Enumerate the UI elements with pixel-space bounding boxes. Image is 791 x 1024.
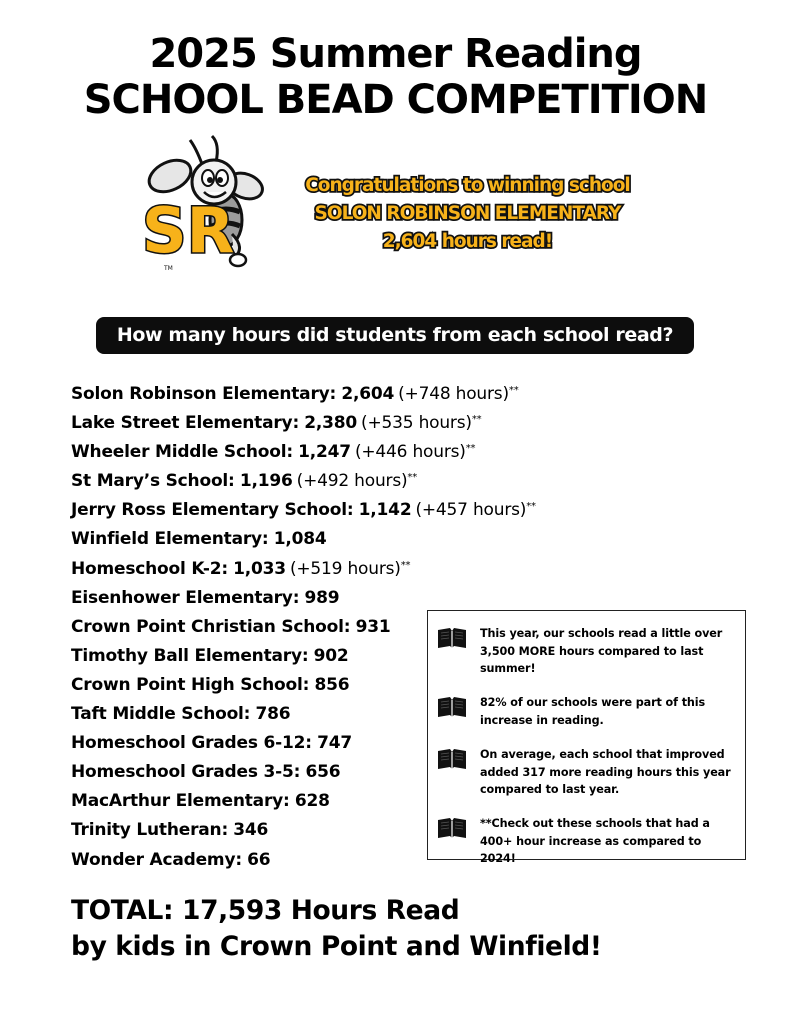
school-row [71, 551, 536, 580]
school-hours: 931 [355, 616, 391, 637]
school-row [71, 521, 536, 550]
book-icon [436, 817, 468, 839]
school-hours: 1,196 [239, 471, 293, 492]
page-title-line-2: SCHOOL BEAD COMPETITION [83, 77, 708, 123]
school-hours: 747 [317, 733, 352, 754]
school-row [71, 580, 536, 609]
school-name: Homeschool Grades 3-5: [71, 762, 301, 783]
book-icon [436, 696, 468, 718]
school-name: Crown Point High School: [71, 674, 310, 695]
school-hours: 786 [255, 704, 291, 725]
school-name: Winfield Elementary: [71, 529, 269, 550]
school-name: MacArthur Elementary: [71, 791, 290, 812]
school-hours: 2,604 [341, 384, 395, 404]
school-row [71, 463, 536, 492]
page-title-line-1: 2025 Summer Reading [149, 31, 642, 77]
increase-marker: ** [508, 385, 519, 396]
school-name: Homeschool K-2: [71, 558, 228, 579]
school-name: Eisenhower Elementary: [71, 587, 300, 608]
school-name: Homeschool Grades 6-12: [71, 733, 312, 754]
book-icon [436, 627, 468, 649]
info-text: 82% of our schools were part of this increase in reading. [480, 696, 706, 727]
school-hours: 66 [247, 849, 271, 870]
school-name: Crown Point Christian School: [71, 616, 351, 637]
school-increase: (+535 hours) [361, 413, 472, 434]
congrats-line-2: SOLON ROBINSON ELEMENTARY [314, 203, 621, 224]
school-hours: 1,247 [298, 442, 351, 463]
school-name: Trinity Lutheran: [71, 820, 229, 841]
logo-letters: SR [142, 194, 235, 267]
congrats-line-1: Congratulations to winning school [305, 175, 630, 196]
increase-marker: ** [526, 501, 536, 513]
school-hours: 628 [294, 791, 330, 812]
increase-marker: ** [465, 443, 476, 455]
increase-marker: ** [407, 472, 418, 484]
trademark-mark: TM [164, 265, 173, 272]
school-row [71, 376, 536, 405]
school-hours: 1,084 [273, 529, 327, 550]
book-icon [436, 748, 468, 770]
school-mascot-logo [142, 134, 267, 274]
school-name: St Mary’s School: [71, 471, 235, 492]
school-name: Taft Middle School: [71, 704, 251, 725]
school-increase: (+519 hours) [289, 558, 401, 579]
school-increase: (+492 hours) [296, 471, 408, 492]
school-hours: 1,033 [233, 558, 286, 579]
increase-marker: ** [400, 559, 411, 571]
school-increase: (+446 hours) [354, 442, 466, 463]
school-hours: 989 [304, 587, 340, 608]
school-hours: 856 [314, 674, 350, 695]
school-hours: 346 [233, 820, 269, 841]
school-hours: 902 [313, 645, 349, 666]
school-name: Wheeler Middle School: [71, 442, 293, 463]
increase-marker: ** [471, 414, 482, 426]
school-row [71, 434, 536, 463]
total-line-1: TOTAL: 17,593 Hours Read [71, 895, 460, 926]
info-text: **Check out these schools that had a 400+ hour increase as compared to 2024! [480, 817, 710, 865]
school-row [71, 405, 536, 434]
school-hours: 656 [305, 762, 341, 783]
school-increase: (+457 hours) [415, 500, 527, 521]
school-name: Jerry Ross Elementary School: [71, 500, 354, 521]
school-name: Wonder Academy: [71, 849, 242, 870]
school-name: Lake Street Elementary: [71, 413, 300, 434]
school-hours: 2,380 [304, 413, 358, 434]
school-row [71, 492, 536, 521]
school-name: Solon Robinson Elementary: [71, 384, 337, 404]
school-hours: 1,142 [358, 500, 412, 521]
info-text: On average, each school that improved added 317 more reading hours this year compared to last year. [480, 748, 731, 796]
school-increase: (+748 hours) [398, 384, 509, 404]
congrats-line-3: 2,604 hours read! [382, 231, 553, 252]
school-name: Timothy Ball Elementary: [71, 645, 309, 666]
info-text: This year, our schools read a little over 3,500 MORE hours compared to last summer! [480, 627, 723, 675]
info-box [427, 610, 746, 865]
section-banner: How many hours did students from each school read? [96, 317, 694, 354]
total-line-2: by kids in Crown Point and Winfield! [71, 931, 602, 962]
